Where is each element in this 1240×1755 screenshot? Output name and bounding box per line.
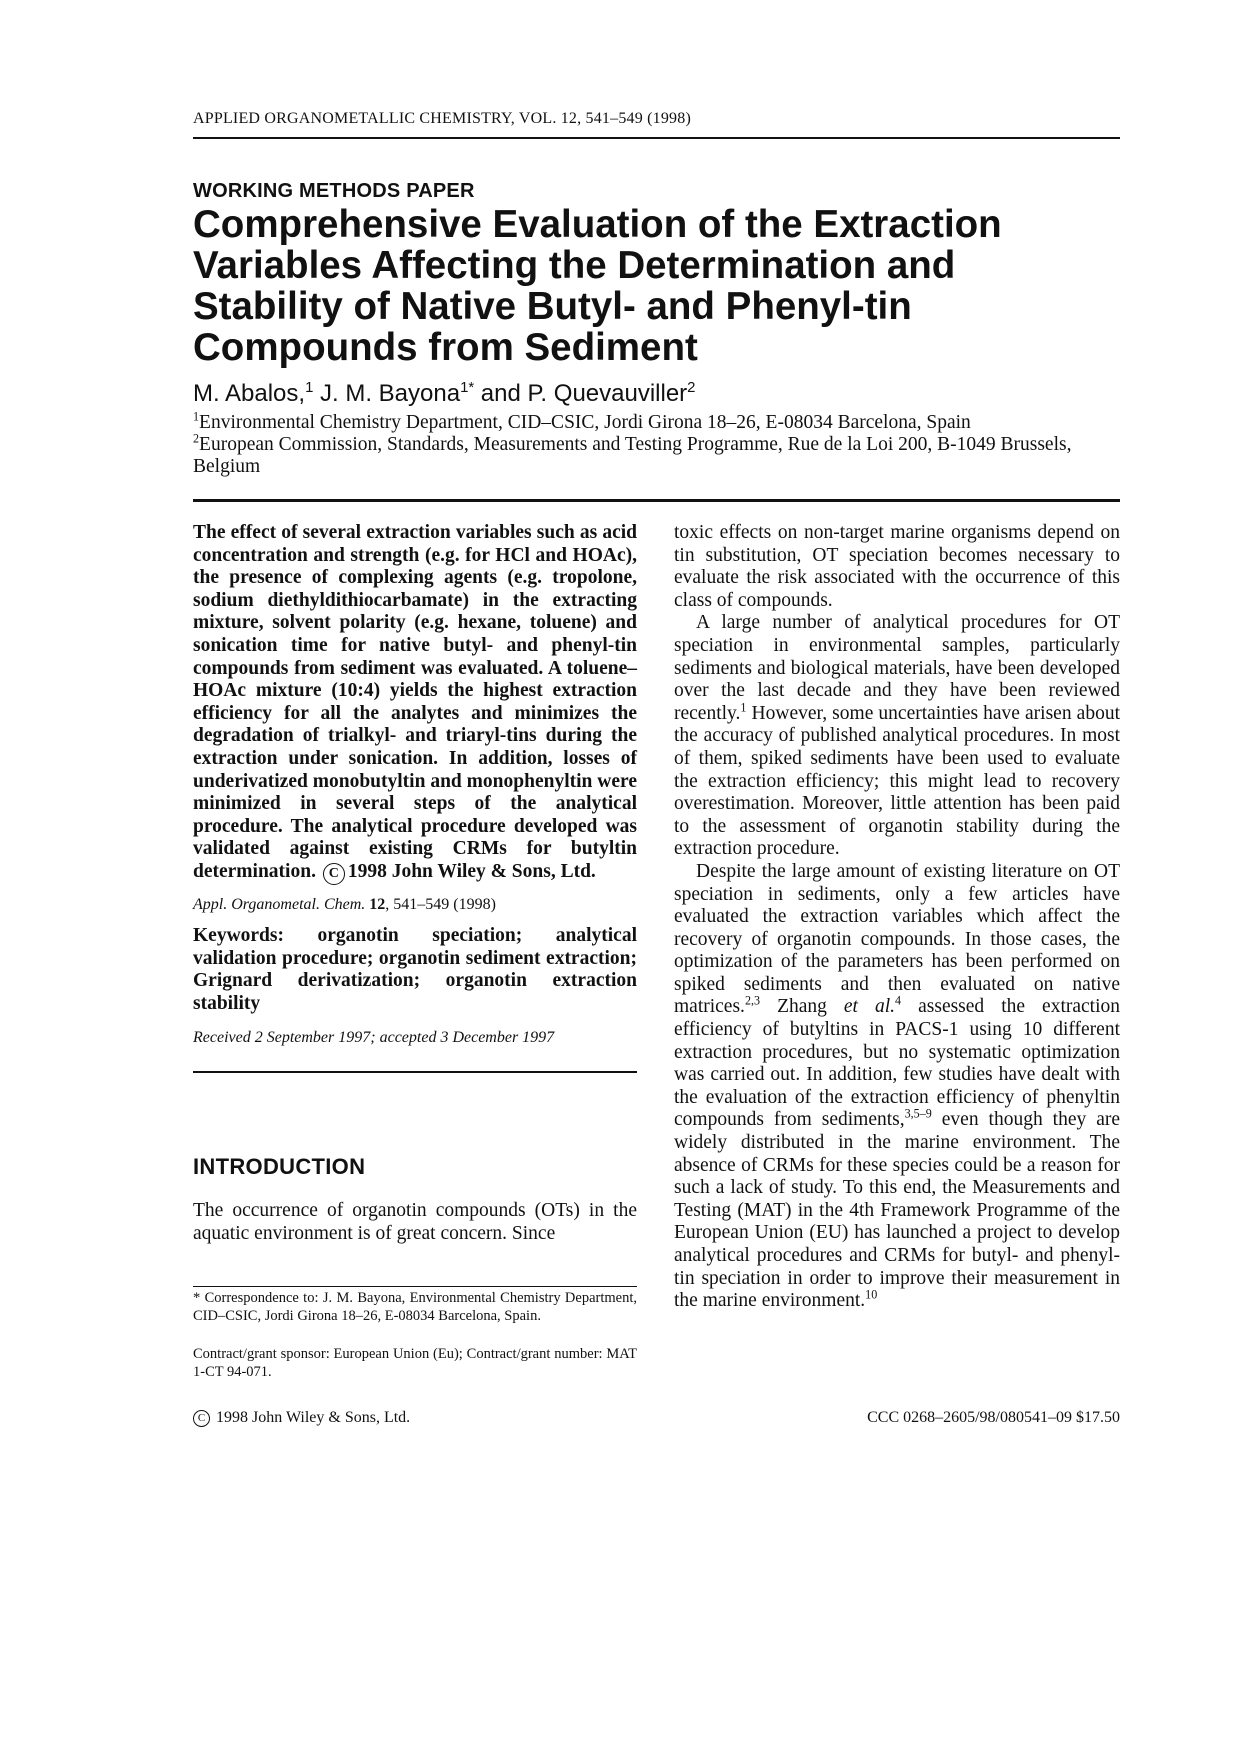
author-name: M. Abalos, xyxy=(193,380,306,407)
reference-marker: 1 xyxy=(740,700,747,715)
correspondence-footnote: * Correspondence to: J. M. Bayona, Environmental Chemistry Department, CID–CSIC, Jordi Girona 18–26, E-08034 Barcelona, Spain. xyxy=(193,1290,637,1324)
affiliation xyxy=(193,431,1120,478)
abstract-copyright: 1998 John Wiley & Sons, Ltd. xyxy=(347,860,596,882)
title-block-rule xyxy=(193,499,1120,502)
right-column xyxy=(674,522,1120,1313)
footnote-rule xyxy=(193,1286,637,1287)
affiliation-text: European Commission, Standards, Measurements and Testing Programme, Rue de la Loi 200, B-1049 Brussels, Belgium xyxy=(193,434,1072,477)
reference-marker: 2,3 xyxy=(744,993,761,1008)
body-text: even though they are widely distributed in the marine environment. The absence of CRMs for these species could be a reason for such a lack of study. To this end, the Measurements and Testing (MAT) in the 4th Framework Programme of the European Union (EU) has launched a project to develop analytical procedures and CRMs for butyl- and phenyl-tin speciation in order to improve their measurement in the marine environment. xyxy=(674,1109,1120,1312)
reference-marker: 10 xyxy=(865,1287,878,1302)
body-paragraph xyxy=(674,612,1120,861)
keywords: Keywords: organotin speciation; analytical validation procedure; organotin sediment extraction; Grignard derivatization; organotin extraction stability xyxy=(193,924,637,1014)
citation-pages: , 541–549 (1998) xyxy=(385,895,496,913)
header-rule xyxy=(193,137,1120,139)
reference-marker: 3,5–9 xyxy=(904,1106,932,1121)
footer-copyright-text: 1998 John Wiley & Sons, Ltd. xyxy=(216,1409,411,1426)
grant-footnote: Contract/grant sponsor: European Union (Eu); Contract/grant number: MAT 1-CT 94-071. xyxy=(193,1346,637,1380)
abstract-rule xyxy=(193,1071,637,1073)
introduction-text: The occurrence of organotin compounds (OTs) in the aquatic environment is of great concern. Since xyxy=(193,1200,637,1244)
citation-journal: Appl. Organometal. Chem. xyxy=(193,895,366,913)
journal-page xyxy=(193,0,1120,1755)
author-name: J. M. Bayona xyxy=(313,380,461,407)
footer-copyright xyxy=(193,1409,410,1427)
author-list xyxy=(193,380,695,408)
title-line: Compounds from Sediment xyxy=(193,326,698,369)
affiliation-text: Environmental Chemistry Department, CID–CSIC, Jordi Girona 18–26, E-08034 Barcelona, Spain xyxy=(199,412,971,433)
affiliation xyxy=(193,409,1120,434)
affiliation-marker: 2 xyxy=(193,431,200,446)
body-text: Despite the large amount of existing literature on OT speciation in sediments, only a few articles have evaluated the extraction variables which affect the recovery of organotin compounds. In those cases, the optimization of the parameters has been performed on spiked sediments and then evaluated on native matrices. xyxy=(674,860,1120,1018)
title-line: Comprehensive Evaluation of the Extraction xyxy=(193,203,1002,246)
citation-volume: 12 xyxy=(369,895,386,913)
left-column xyxy=(193,522,637,1073)
running-head: APPLIED ORGANOMETALLIC CHEMISTRY, VOL. 12, 541–549 (1998) xyxy=(193,110,691,127)
copyright-icon: C xyxy=(323,863,345,885)
abstract xyxy=(193,522,637,885)
footer-ccc-code: CCC 0268–2605/98/080541–09 $17.50 xyxy=(867,1409,1120,1426)
title-line: Stability of Native Butyl- and Phenyl-tin xyxy=(193,285,912,328)
article-title xyxy=(193,204,1120,368)
body-text: Zhang xyxy=(760,996,844,1018)
body-paragraph: toxic effects on non-target marine organisms depend on tin substitution, OT speciation becomes necessary to evaluate the risk associated with the occurrence of this class of compounds. xyxy=(674,522,1120,611)
author-affil-marker: 2 xyxy=(687,380,696,396)
body-text: assessed the extraction efficiency of butyltins in PACS-1 using 10 different extraction procedures, but no systematic optimization was carried out. In addition, few studies have dealt with the evaluation of the extraction efficiency of phenyltin compounds from sediments, xyxy=(674,996,1120,1131)
author-affil-marker: 1 xyxy=(305,380,314,396)
body-text: A large number of analytical procedures for OT speciation in environmental samples, particularly sediments and biological materials, have been developed over the last decade and they have been reviewed recently. xyxy=(674,612,1120,724)
received-dates: Received 2 September 1997; accepted 3 December 1997 xyxy=(193,1029,555,1047)
body-paragraph xyxy=(674,861,1120,1313)
author-affil-marker: 1* xyxy=(460,380,475,396)
affiliation-marker: 1 xyxy=(193,409,200,424)
journal-citation xyxy=(193,896,637,914)
title-line: Variables Affecting the Determination and xyxy=(193,244,956,287)
section-kicker: WORKING METHODS PAPER xyxy=(193,180,475,202)
copyright-icon: C xyxy=(193,1410,210,1427)
introduction-heading: INTRODUCTION xyxy=(193,1154,366,1179)
abstract-text: The effect of several extraction variables such as acid concentration and strength (e.g. for HCl and HOAc), the presence of complexing agents (e.g. tropolone, sodium diethyldithiocarbamate) in the extracting mixture, solvent polarity (e.g. hexane, toluene) and sonication time for native butyl- and phenyl-tin compounds from sediment was evaluated. A toluene–HOAc mixture (10:4) yields the highest extraction efficiency for all the analytes and minimizes the degradation of trialkyl- and triaryl-tins during the extraction under sonication. In addition, losses of underivatized monobutyltin and monophenyltin were minimized in several steps of the analytical procedure. The analytical procedure developed was validated against existing CRMs for butyltin determination. xyxy=(193,522,637,882)
author-name: and P. Quevauviller xyxy=(474,380,688,407)
body-text: However, some uncertainties have arisen about the accuracy of published analytical procedures. In most of them, spiked sediments have been used to evaluate the extraction efficiency; this might lead to recovery overestimation. Moreover, little attention has been paid to the assessment of organotin stability during the extraction procedure. xyxy=(674,702,1120,860)
body-text-italic: et al. xyxy=(843,996,896,1018)
reference-marker: 4 xyxy=(895,993,902,1008)
